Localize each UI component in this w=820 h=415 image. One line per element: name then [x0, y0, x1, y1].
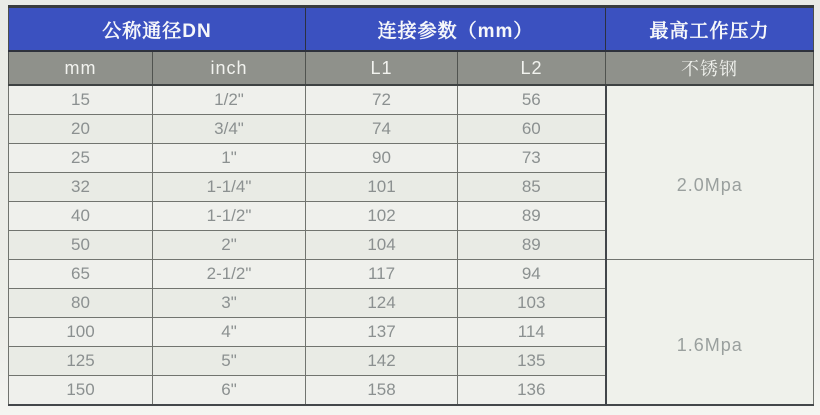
table-row: [9, 85, 814, 115]
cell-dn-mm: 125: [9, 347, 153, 376]
sub-header-row: [9, 51, 814, 85]
cell-l1: 117: [306, 260, 458, 289]
cell-dn-inch: 1-1/4": [153, 173, 306, 202]
cell-l2: 103: [458, 289, 606, 318]
pressure-value-cell: 1.6Mpa: [606, 260, 814, 406]
cell-dn-mm: 65: [9, 260, 153, 289]
cell-dn-mm: 150: [9, 376, 153, 406]
group-header-row: [9, 7, 814, 52]
cell-l1: 102: [306, 202, 458, 231]
header-nominal-diameter: 公称通径DN: [9, 7, 306, 52]
cell-dn-mm: 32: [9, 173, 153, 202]
cell-l2: 85: [458, 173, 606, 202]
cell-dn-mm: 40: [9, 202, 153, 231]
cell-l1: 142: [306, 347, 458, 376]
cell-l1: 72: [306, 85, 458, 115]
cell-dn-inch: 3": [153, 289, 306, 318]
cell-dn-inch: 3/4": [153, 115, 306, 144]
cell-dn-inch: 1/2": [153, 85, 306, 115]
cell-l2: 114: [458, 318, 606, 347]
header-max-working-pressure: 最高工作压力: [606, 7, 814, 52]
scanned-spec-sheet: [8, 5, 813, 406]
cell-l2: 89: [458, 202, 606, 231]
cell-dn-inch: 2-1/2": [153, 260, 306, 289]
cell-dn-inch: 1-1/2": [153, 202, 306, 231]
cell-l1: 158: [306, 376, 458, 406]
cell-l2: 56: [458, 85, 606, 115]
cell-dn-mm: 100: [9, 318, 153, 347]
cell-dn-mm: 20: [9, 115, 153, 144]
cell-dn-inch: 4": [153, 318, 306, 347]
cell-l1: 104: [306, 231, 458, 260]
subheader-mm: mm: [9, 51, 153, 85]
cell-l1: 101: [306, 173, 458, 202]
cell-dn-inch: 5": [153, 347, 306, 376]
pressure-value-cell: 2.0Mpa: [606, 85, 814, 260]
cell-l2: 89: [458, 231, 606, 260]
cell-l2: 94: [458, 260, 606, 289]
spec-table: [8, 5, 814, 406]
table-row: [9, 260, 814, 289]
cell-dn-mm: 80: [9, 289, 153, 318]
subheader-l1: L1: [306, 51, 458, 85]
cell-l1: 124: [306, 289, 458, 318]
subheader-stainless-steel: 不锈钢: [606, 51, 814, 85]
spec-table-body: [9, 85, 814, 405]
cell-dn-mm: 50: [9, 231, 153, 260]
cell-l1: 137: [306, 318, 458, 347]
cell-dn-mm: 25: [9, 144, 153, 173]
cell-dn-inch: 6": [153, 376, 306, 406]
cell-dn-mm: 15: [9, 85, 153, 115]
cell-l2: 73: [458, 144, 606, 173]
cell-l2: 136: [458, 376, 606, 406]
subheader-inch: inch: [153, 51, 306, 85]
cell-l1: 74: [306, 115, 458, 144]
cell-l1: 90: [306, 144, 458, 173]
cell-l2: 135: [458, 347, 606, 376]
subheader-l2: L2: [458, 51, 606, 85]
cell-l2: 60: [458, 115, 606, 144]
cell-dn-inch: 2": [153, 231, 306, 260]
cell-dn-inch: 1": [153, 144, 306, 173]
header-connection-params: 连接参数（mm）: [306, 7, 606, 52]
